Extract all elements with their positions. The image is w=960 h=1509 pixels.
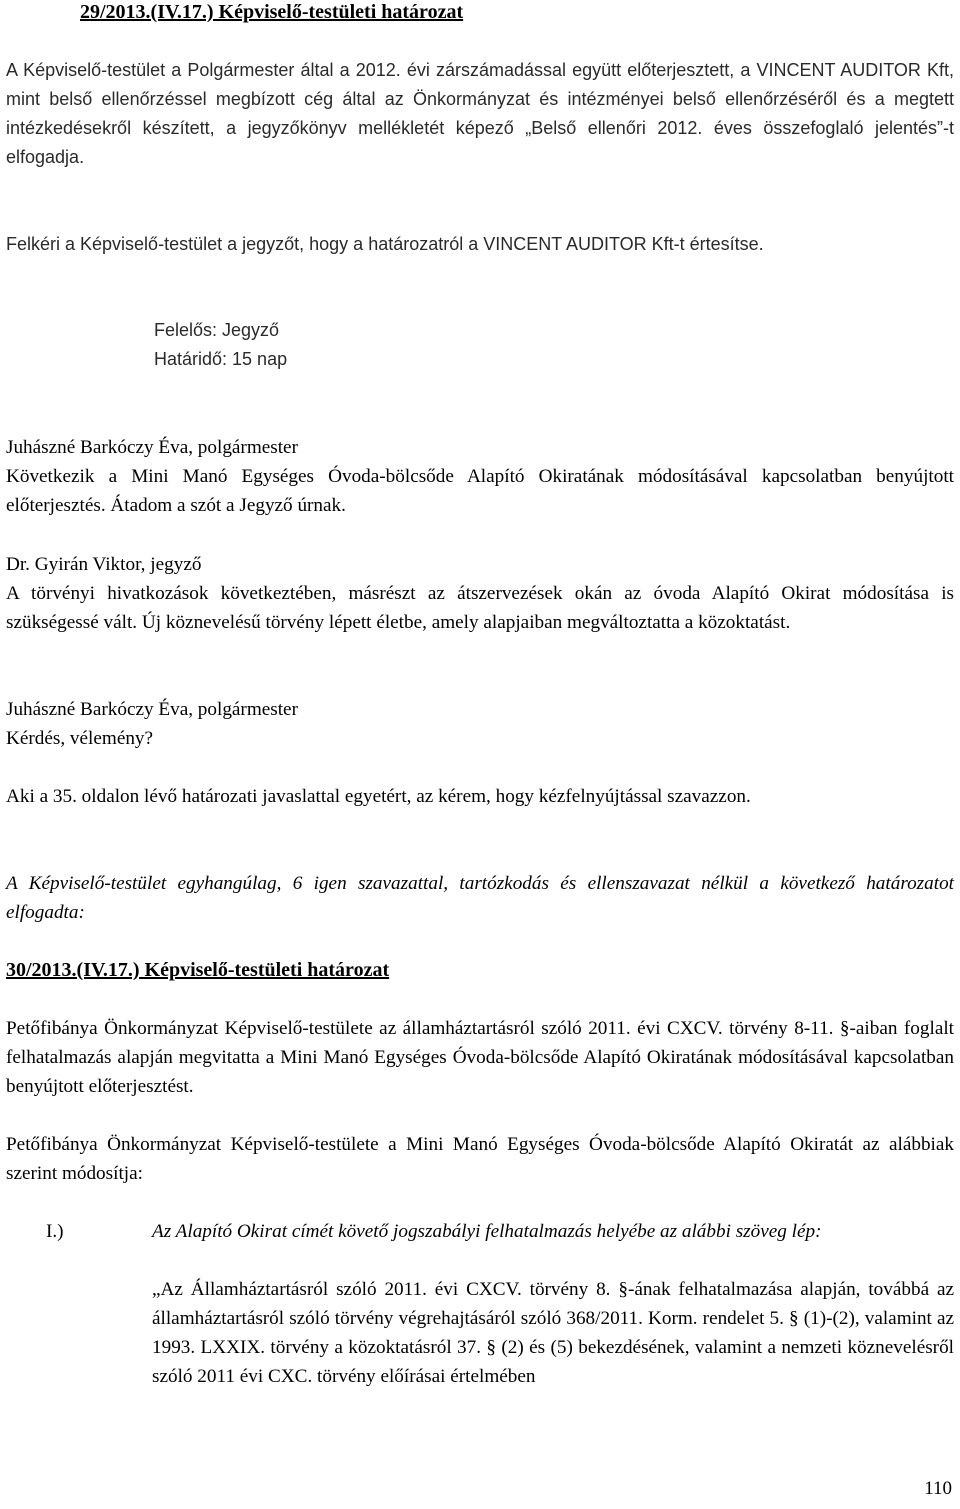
speech-notary: A törvényi hivatkozások következtében, másrészt az átszervezések okán az óvoda Alapító Okirat módosítása is szükségessé vált. Új köznevelésű törvény lépett életbe, amely alapjaiban megváltoztatta a közoktatást.	[6, 583, 954, 633]
resolution-30-para-2: Petőfibánya Önkormányzat Képviselő-testülete a Mini Manó Egységes Óvoda-bölcsőde Alapító Okiratát az alábbiak szerint módosítja:	[6, 1134, 954, 1184]
vote-result: A Képviselő-testület egyhangúlag, 6 igen szavazattal, tartózkodás és ellenszavazat nélkül a következő határozatot elfogadta:	[6, 873, 954, 923]
list-item-text: „Az Államháztartásról szóló 2011. évi CXCV. törvény 8. §-ának felhatalmazása alapján, továbbá az államháztartásról szóló törvény végrehajtásáról szóló 368/2011. Korm. rendelet 5. § (1)-(2), valamint az 1993. LXXIX. törvény a közoktatásról 37. § (2) és (5) bekezdésének, valamint a nemzeti köznevelésről szóló 2011 évi CXC. törvény előírásai értelmében	[152, 1279, 954, 1387]
resolution-29-responsible: Felelős: Jegyző	[154, 320, 280, 340]
resolution-30-title: 30/2013.(IV.17.) Képviselő-testületi határozat	[6, 959, 390, 981]
resolution-29-title: 29/2013.(IV.17.) Képviselő-testületi határozat	[80, 1, 464, 23]
page-number: 110	[924, 1478, 952, 1499]
list-item-number: I.)	[46, 1221, 64, 1242]
document-page	[6, 0, 954, 1509]
list-item-heading: Az Alapító Okirat címét követő jogszabályi felhatalmazás helyébe az alábbi szöveg lép:	[152, 1221, 822, 1242]
speaker-mayor-2: Juhászné Barkóczy Éva, polgármester	[6, 699, 298, 720]
resolution-30-para-1: Petőfibánya Önkormányzat Képviselő-testülete az államháztartásról szóló 2011. évi CXCV. törvény 8-11. §-aiban foglalt felhatalmazás alapján megvitatta a Mini Manó Egységes Óvoda-bölcsőde Alapító Okiratának módosításával kapcsolatban benyújtott előterjesztést.	[6, 1018, 954, 1097]
vote-call: Aki a 35. oldalon lévő határozati javaslattal egyetért, az kérem, hogy kézfelnyújtással szavazzon.	[6, 786, 751, 807]
resolution-29-request: Felkéri a Képviselő-testület a jegyzőt, hogy a határozatról a VINCENT AUDITOR Kft-t értesítse.	[6, 234, 764, 254]
resolution-29-body: A Képviselő-testület a Polgármester által a 2012. évi zárszámadással együtt előterjesztett, a VINCENT AUDITOR Kft, mint belső ellenőrzéssel megbízott cég által az Önkormányzat és intézményei belső ellenőrzéséről és a megtett intézkedésekről készített, a jegyzőkönyv mellékletét képező „Belső ellenőri 2012. éves összefoglaló jelentés”-t elfogadja.	[6, 60, 954, 167]
speaker-notary: Dr. Gyirán Viktor, jegyző	[6, 554, 202, 575]
resolution-29-deadline: Határidő: 15 nap	[154, 349, 288, 369]
speaker-mayor-1: Juhászné Barkóczy Éva, polgármester	[6, 437, 298, 458]
speech-mayor-1: Következik a Mini Manó Egységes Óvoda-bölcsőde Alapító Okiratának módosításával kapcsolatban benyújtott előterjesztés. Átadom a szót a Jegyző úrnak.	[6, 466, 954, 516]
speech-mayor-2: Kérdés, vélemény?	[6, 728, 154, 749]
